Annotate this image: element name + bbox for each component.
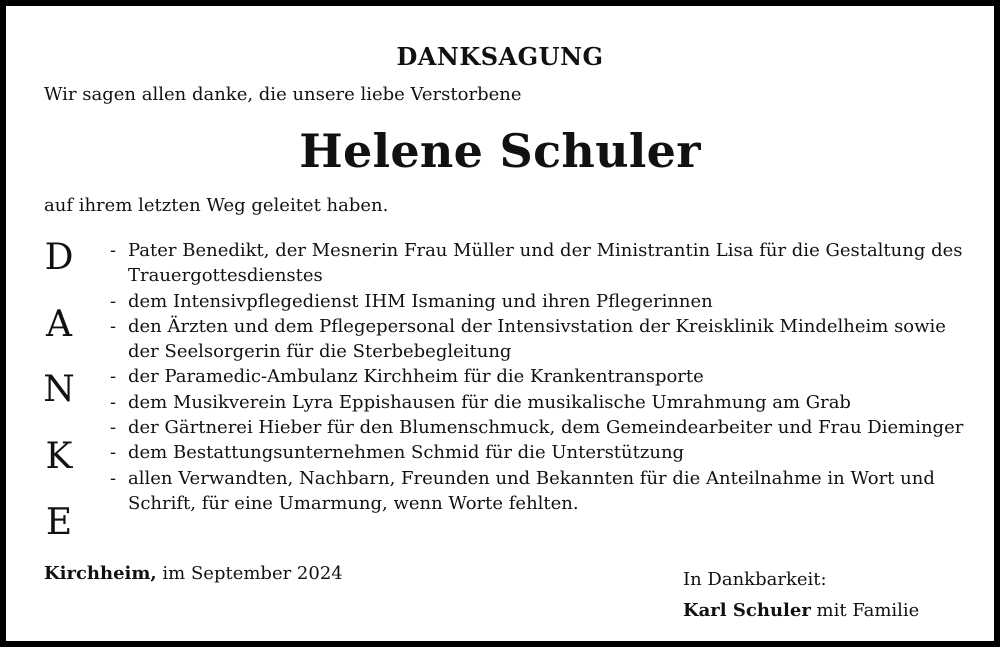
thanks-item: - der Paramedic-Ambulanz Kirchheim für die Krankentransporte <box>106 364 966 389</box>
outro-text: auf ihrem letzten Weg geleitet haben. <box>44 195 389 216</box>
danke-letter-e: E <box>45 502 73 543</box>
notice-heading: DANKSAGUNG <box>396 42 604 71</box>
signature-suffix: mit Familie <box>810 600 920 621</box>
deceased-name: Helene Schuler <box>299 124 701 178</box>
thanks-item: - der Gärtnerei Hieber für den Blumenschmuck, dem Gemeindearbeiter und Frau Dieminger <box>106 415 966 440</box>
intro-text: Wir sagen allen danke, die unsere liebe Verstorbene <box>44 84 522 105</box>
thanks-item: - Pater Benedikt, der Mesnerin Frau Müller und der Ministrantin Lisa für die Gestaltung des Trauergottesdienstes <box>106 238 966 289</box>
danke-letter-n: N <box>43 369 75 410</box>
thanks-item: - dem Musikverein Lyra Eppishausen für die musikalische Umrahmung am Grab <box>106 390 966 415</box>
signature <box>683 600 919 621</box>
thanks-item: - dem Bestattungsunternehmen Schmid für die Unterstützung <box>106 440 966 465</box>
thanks-item: - den Ärzten und dem Pflegepersonal der Intensivstation der Kreisklinik Mindelheim sowie der Seelsorgerin für die Sterbebegleitung <box>106 314 966 365</box>
date-text: im September 2024 <box>156 563 343 584</box>
thanks-item: - dem Intensivpflegedienst IHM Ismaning und ihren Pflegerinnen <box>106 289 966 314</box>
danke-letter-k: K <box>45 436 73 477</box>
signature-name: Karl Schuler <box>683 600 811 621</box>
danke-letter-a: A <box>46 304 72 345</box>
danke-letter-d: D <box>44 237 74 278</box>
place-date <box>44 563 343 584</box>
place-name: Kirchheim, <box>44 563 157 584</box>
thanks-item: - allen Verwandten, Nachbarn, Freunden und Bekannten für die Anteilnahme in Wort und Schrift, für eine Umarmung, wenn Worte fehlten. <box>106 466 966 517</box>
signature-intro: In Dankbarkeit: <box>683 569 827 590</box>
thanks-list <box>106 238 966 516</box>
